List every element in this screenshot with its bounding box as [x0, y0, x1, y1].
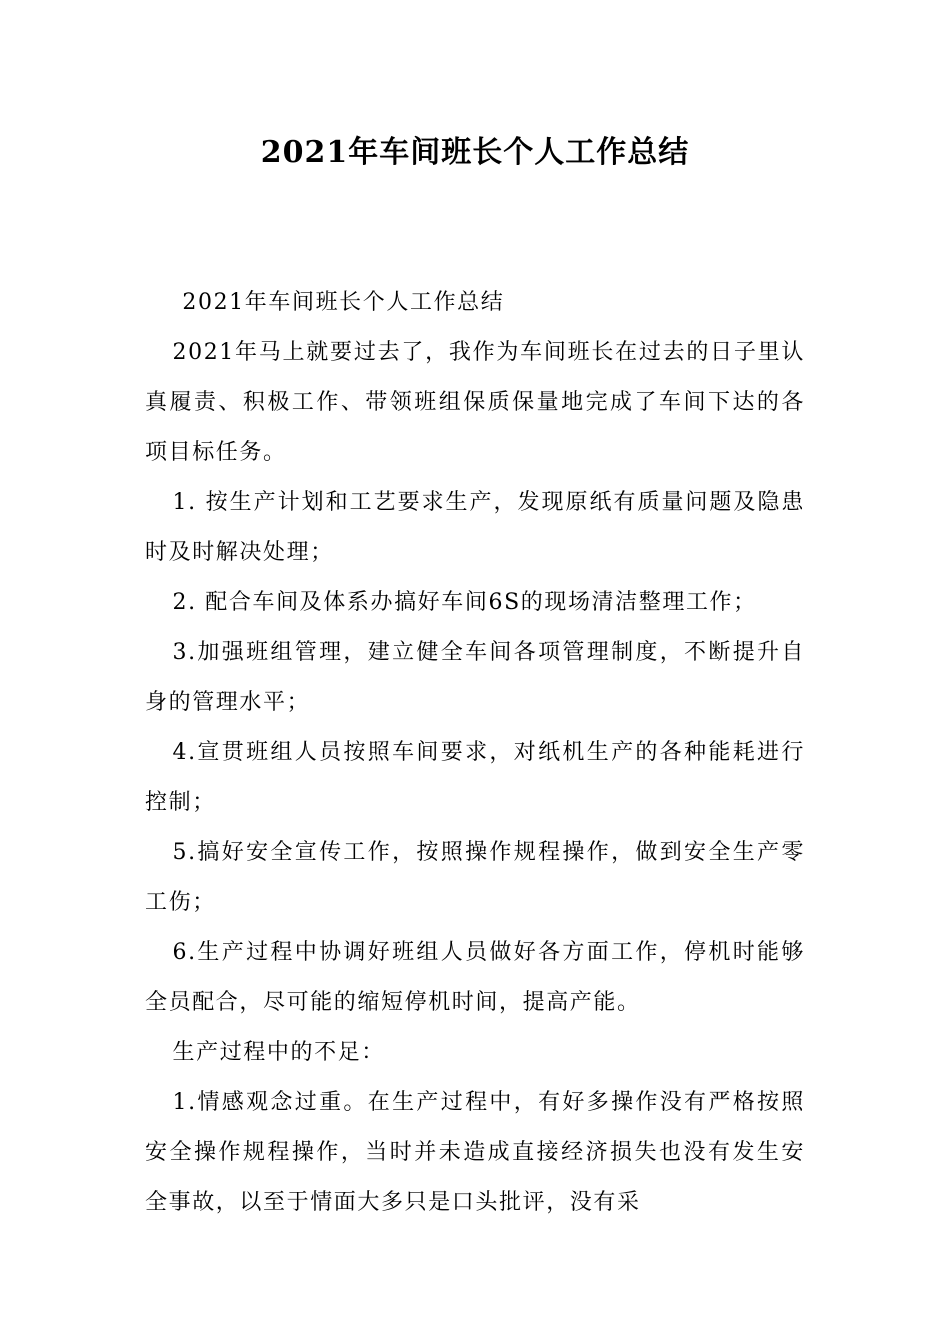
- list-item-1: 1. 按生产计划和工艺要求生产，发现原纸有质量问题及隐患时及时解决处理；: [145, 490, 805, 565]
- section-heading-shortcomings: 生产过程中的不足：: [172, 1040, 385, 1065]
- shortcoming-item-1: 1.情感观念过重。在生产过程中，有好多操作没有严格按照安全操作规程操作，当时并未造成直接经济损失也没有发生安全事故，以至于情面大多只是口头批评，没有采: [145, 1090, 805, 1215]
- list-item-6: 6.生产过程中协调好班组人员做好各方面工作，停机时能够全员配合，尽可能的缩短停机时间，提高产能。: [145, 940, 805, 1015]
- list-item-2: 2. 配合车间及体系办搞好车间6S的现场清洁整理工作；: [172, 590, 757, 615]
- document-body: [145, 278, 805, 1228]
- paragraph-intro: 2021年马上就要过去了，我作为车间班长在过去的日子里认真履责、积极工作、带领班组保质保量地完成了车间下达的各项目标任务。: [145, 340, 805, 465]
- list-item-5: 5.搞好安全宣传工作，按照操作规程操作，做到安全生产零工伤；: [145, 840, 805, 915]
- body-subtitle: 2021年车间班长个人工作总结: [182, 290, 505, 315]
- list-item-3: 3.加强班组管理，建立健全车间各项管理制度，不断提升自身的管理水平；: [145, 640, 805, 715]
- list-item-4: 4.宣贯班组人员按照车间要求，对纸机生产的各种能耗进行控制；: [145, 740, 805, 815]
- document-title: 2021年车间班长个人工作总结: [260, 135, 690, 170]
